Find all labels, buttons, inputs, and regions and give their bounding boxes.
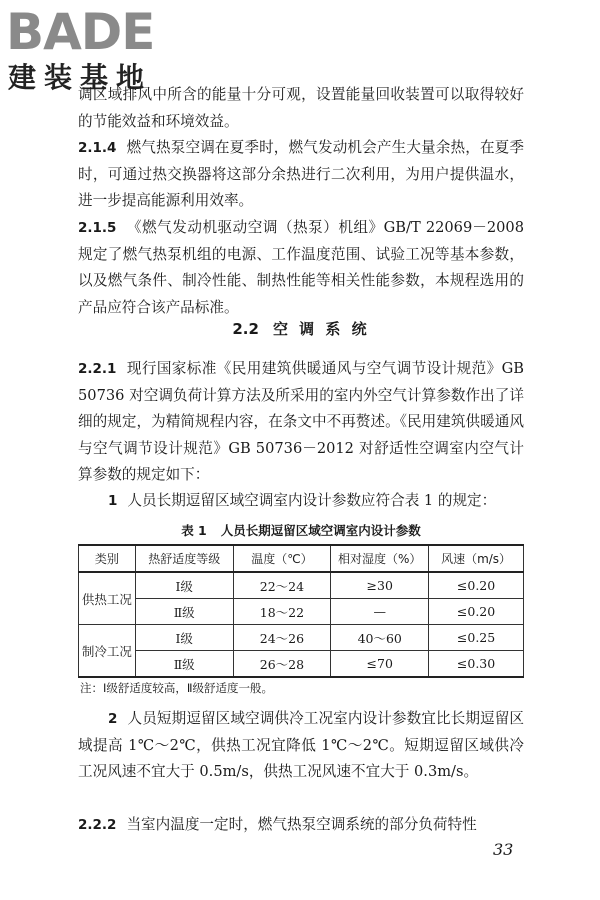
table-row — [79, 625, 524, 651]
table-row — [79, 572, 524, 599]
paragraph-continuation — [78, 82, 524, 135]
logo-subtitle: 建装基地 — [8, 61, 153, 94]
clause-2-1-5 — [78, 215, 524, 321]
header-humidity: 相对湿度（%） — [331, 545, 429, 572]
table-row — [79, 651, 524, 678]
header-category: 类别 — [79, 545, 136, 572]
humidity-cell: ≤70 — [331, 651, 429, 678]
section-number: 2.2 — [232, 320, 259, 338]
page-number: 33 — [493, 840, 514, 859]
item-1 — [78, 488, 524, 515]
header-comfort-level: 热舒适度等级 — [135, 545, 233, 572]
item-2 — [78, 706, 524, 786]
humidity-cell: ≥30 — [331, 572, 429, 599]
clause-text: 当室内温度一定时，燃气热泵空调系统的部分负荷特性 — [126, 816, 477, 833]
clause-number: 2.1.5 — [78, 220, 117, 236]
item-number: 2 — [108, 711, 118, 727]
item-text: 人员短期逗留区域空调供冷工况室内设计参数宜比长期逗留区域提高 1℃～2℃，供热工况宜降低 1℃～2℃。短期逗留区域供冷工况风速不宜大于 0.5m/s，供热工况风速不宜大于 0.3m/s。 — [78, 710, 524, 780]
category-cell: 供热工况 — [79, 572, 136, 625]
table-row — [79, 599, 524, 625]
speed-cell: ≤0.20 — [429, 572, 524, 599]
temp-cell: 22～24 — [233, 572, 331, 599]
table-title: 人员长期逗留区域空调室内设计参数 — [220, 523, 421, 538]
humidity-cell: 40～60 — [331, 625, 429, 651]
clause-number: 2.1.4 — [78, 140, 117, 156]
clause-number: 2.2.1 — [78, 361, 117, 377]
logo-wordmark: BADE — [6, 3, 155, 61]
speed-cell: ≤0.25 — [429, 625, 524, 651]
paragraph-text: 调区域排风中所含的能量十分可观，设置能量回收装置可以取得较好的节能效益和环境效益。 — [78, 86, 524, 130]
temp-cell: 26～28 — [233, 651, 331, 678]
table-note: 注：Ⅰ级舒适度较高，Ⅱ级舒适度一般。 — [80, 681, 274, 695]
design-parameter-table — [78, 544, 524, 678]
table-header-row — [79, 545, 524, 572]
temp-cell: 18～22 — [233, 599, 331, 625]
clause-text: 现行国家标准《民用建筑供暖通风与空气调节设计规范》GB 50736 对空调负荷计算方法及所采用的室内外空气计算参数作出了详细的规定，为精简规程内容，在条文中不再赘述。《民用建筑供暖通风与空气调节设计规范》GB 50736－2012 对舒适性空调室内空气计算参数的规定如下： — [78, 360, 524, 483]
table-number: 表 1 — [181, 523, 207, 538]
clause-2-2-1 — [78, 356, 524, 489]
item-number: 1 — [108, 493, 118, 509]
section-heading — [78, 318, 524, 339]
item-text: 人员长期逗留区域空调室内设计参数应符合表 1 的规定： — [127, 492, 497, 509]
speed-cell: ≤0.20 — [429, 599, 524, 625]
header-temperature: 温度（℃） — [233, 545, 331, 572]
speed-cell: ≤0.30 — [429, 651, 524, 678]
level-cell: Ⅱ级 — [135, 651, 233, 678]
temp-cell: 24～26 — [233, 625, 331, 651]
clause-text: 燃气热泵空调在夏季时，燃气发动机会产生大量余热，在夏季时，可通过热交换器将这部分余热进行二次利用，为用户提供温水，进一步提高能源利用效率。 — [78, 139, 524, 209]
clause-2-2-2 — [78, 812, 524, 839]
clause-text: 《燃气发动机驱动空调（热泵）机组》GB/T 22069－2008 规定了燃气热泵机组的电源、工作温度范围、试验工况等基本参数，以及燃气条件、制冷性能、制热性能等相关性能参数，本规程选用的产品应符合该产品标准。 — [78, 219, 524, 316]
clause-2-1-4 — [78, 135, 524, 215]
clause-number: 2.2.2 — [78, 817, 117, 833]
level-cell: Ⅰ级 — [135, 625, 233, 651]
humidity-cell: — — [331, 599, 429, 625]
section-title: 空 调 系 统 — [272, 320, 370, 338]
category-cell: 制冷工况 — [79, 625, 136, 678]
level-cell: Ⅰ级 — [135, 572, 233, 599]
header-air-speed: 风速（m/s） — [429, 545, 524, 572]
table-caption — [78, 521, 524, 539]
level-cell: Ⅱ级 — [135, 599, 233, 625]
